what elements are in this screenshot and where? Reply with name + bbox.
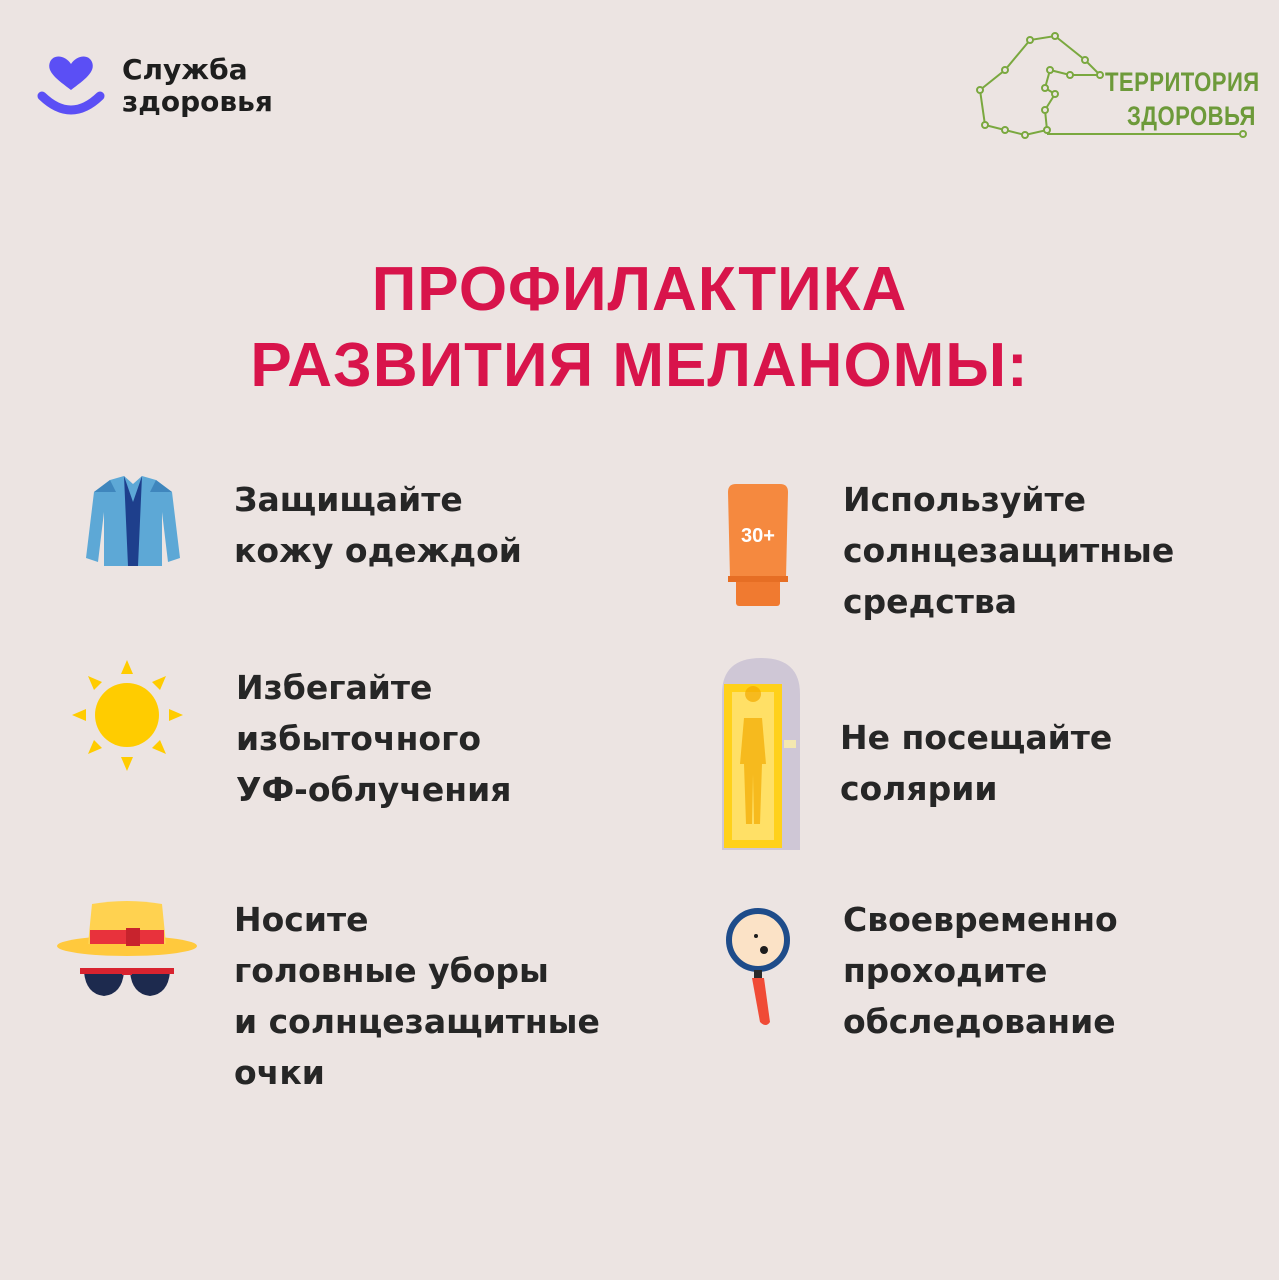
brand-name-line1: Служба [122, 53, 248, 86]
page-title-line1: ПРОФИЛАКТИКА [371, 255, 908, 324]
magnifier-icon [724, 906, 794, 1028]
page-title-line2: РАЗВИТИЯ МЕЛАНОМЫ: [250, 331, 1029, 400]
jacket-icon [80, 472, 186, 572]
sun-icon [70, 658, 185, 773]
sunscreen-icon [718, 478, 798, 608]
tip-avoid-uv: Избегайте избыточного УФ-облучения [236, 668, 512, 809]
hat-and-sunglasses-icon [54, 898, 200, 1002]
tip-use-sunscreen: Используйте солнцезащитные средства [843, 480, 1175, 621]
partner-name-line1: ТЕРРИТОРИЯ [1105, 67, 1260, 97]
heart-smile-icon [36, 52, 106, 120]
brand-name-line2: здоровья [122, 85, 273, 118]
partner-name-line2: ЗДОРОВЬЯ [1127, 101, 1256, 131]
spf-label: 30+ [741, 525, 775, 547]
tip-wear-hats: Носите головные уборы и солнцезащитные очки [234, 900, 600, 1092]
tip-no-solarium: Не посещайте солярии [840, 718, 1113, 808]
tanning-booth-icon [718, 654, 804, 854]
brand-logo-left [36, 52, 306, 122]
brand-logo-right [975, 30, 1260, 140]
tip-get-checked: Своевременно проходите обследование [843, 900, 1118, 1041]
tip-protect-skin: Защищайте кожу одеждой [234, 480, 522, 570]
